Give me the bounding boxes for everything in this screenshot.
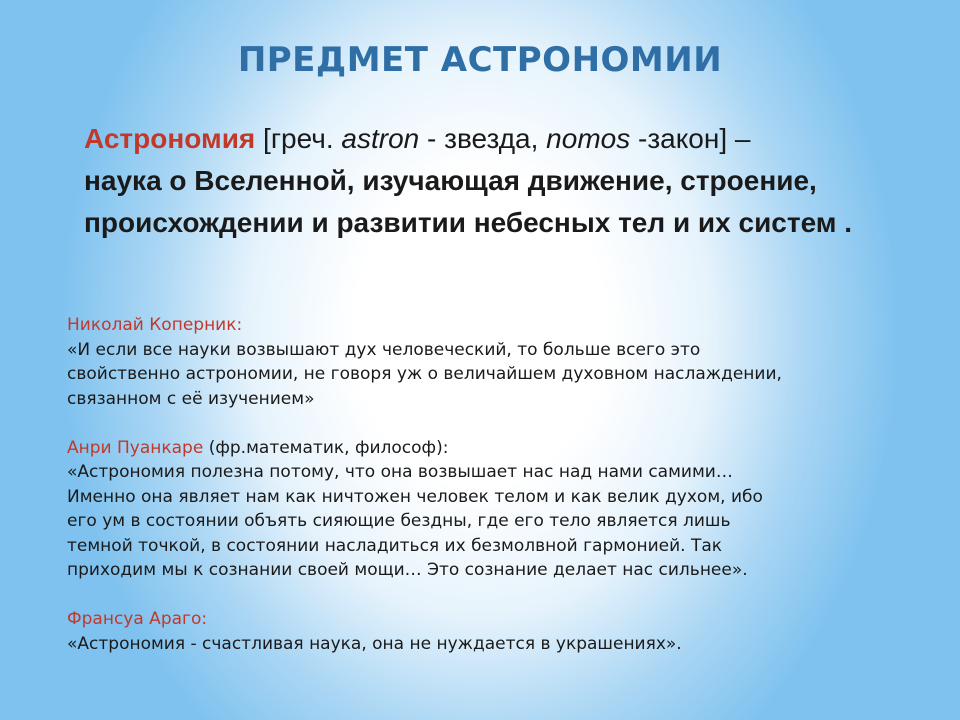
quote-arago [67,607,897,656]
quote-line: Именно она являет нам как ничтожен человек телом и как велик духом, ибо [67,486,763,507]
quote-line: «И если все науки возвышают дух человеческий, то больше всего это [67,339,701,360]
quote-line: «Астрономия - счастливая наука, она не нуждается в украшениях». [67,633,682,654]
quote-author-note: (фр.математик, философ): [203,437,449,458]
spacer [67,583,897,608]
greek-word-nomos: nomos [546,123,631,154]
quote-line: «Астрономия полезна потому, что она возвышает нас над нами самими… [67,462,733,482]
quote-line: свойственно астрономии, не говоря уж о величайшем духовном наслаждении, [67,364,782,384]
meaning-law: -закон] – [630,123,751,154]
definition-block [84,118,884,244]
definition-body: наука о Вселенной, изучающая движение, строение, происхождении и развитии небесных тел и их систем . [84,165,853,238]
quote-author: Николай Коперник: [67,315,243,335]
quote-copernicus [67,313,897,411]
quote-line: связанном с её изучением» [67,388,315,409]
quote-line: темной точкой, в состоянии насладиться их безмолвной гармонией. Так [67,535,723,556]
quote-author: Анри Пуанкаре [67,437,204,458]
slide-title: ПРЕДМЕТ АСТРОНОМИИ [237,40,723,80]
quote-line: его ум в состоянии объять сияющие бездны, где его тело является лишь [67,511,731,531]
quote-author: Франсуа Араго: [67,609,208,629]
greek-word-astron: astron [341,123,420,154]
etymology-open: [греч. [255,123,342,154]
meaning-star: - звезда, [419,123,547,154]
quote-line: приходим мы к сознании своей мощи… Это сознание делает нас сильнее». [67,560,748,580]
definition-term: Астрономия [84,123,256,154]
spacer [67,411,897,436]
quote-poincare [67,436,897,583]
quotes-block [67,313,897,656]
